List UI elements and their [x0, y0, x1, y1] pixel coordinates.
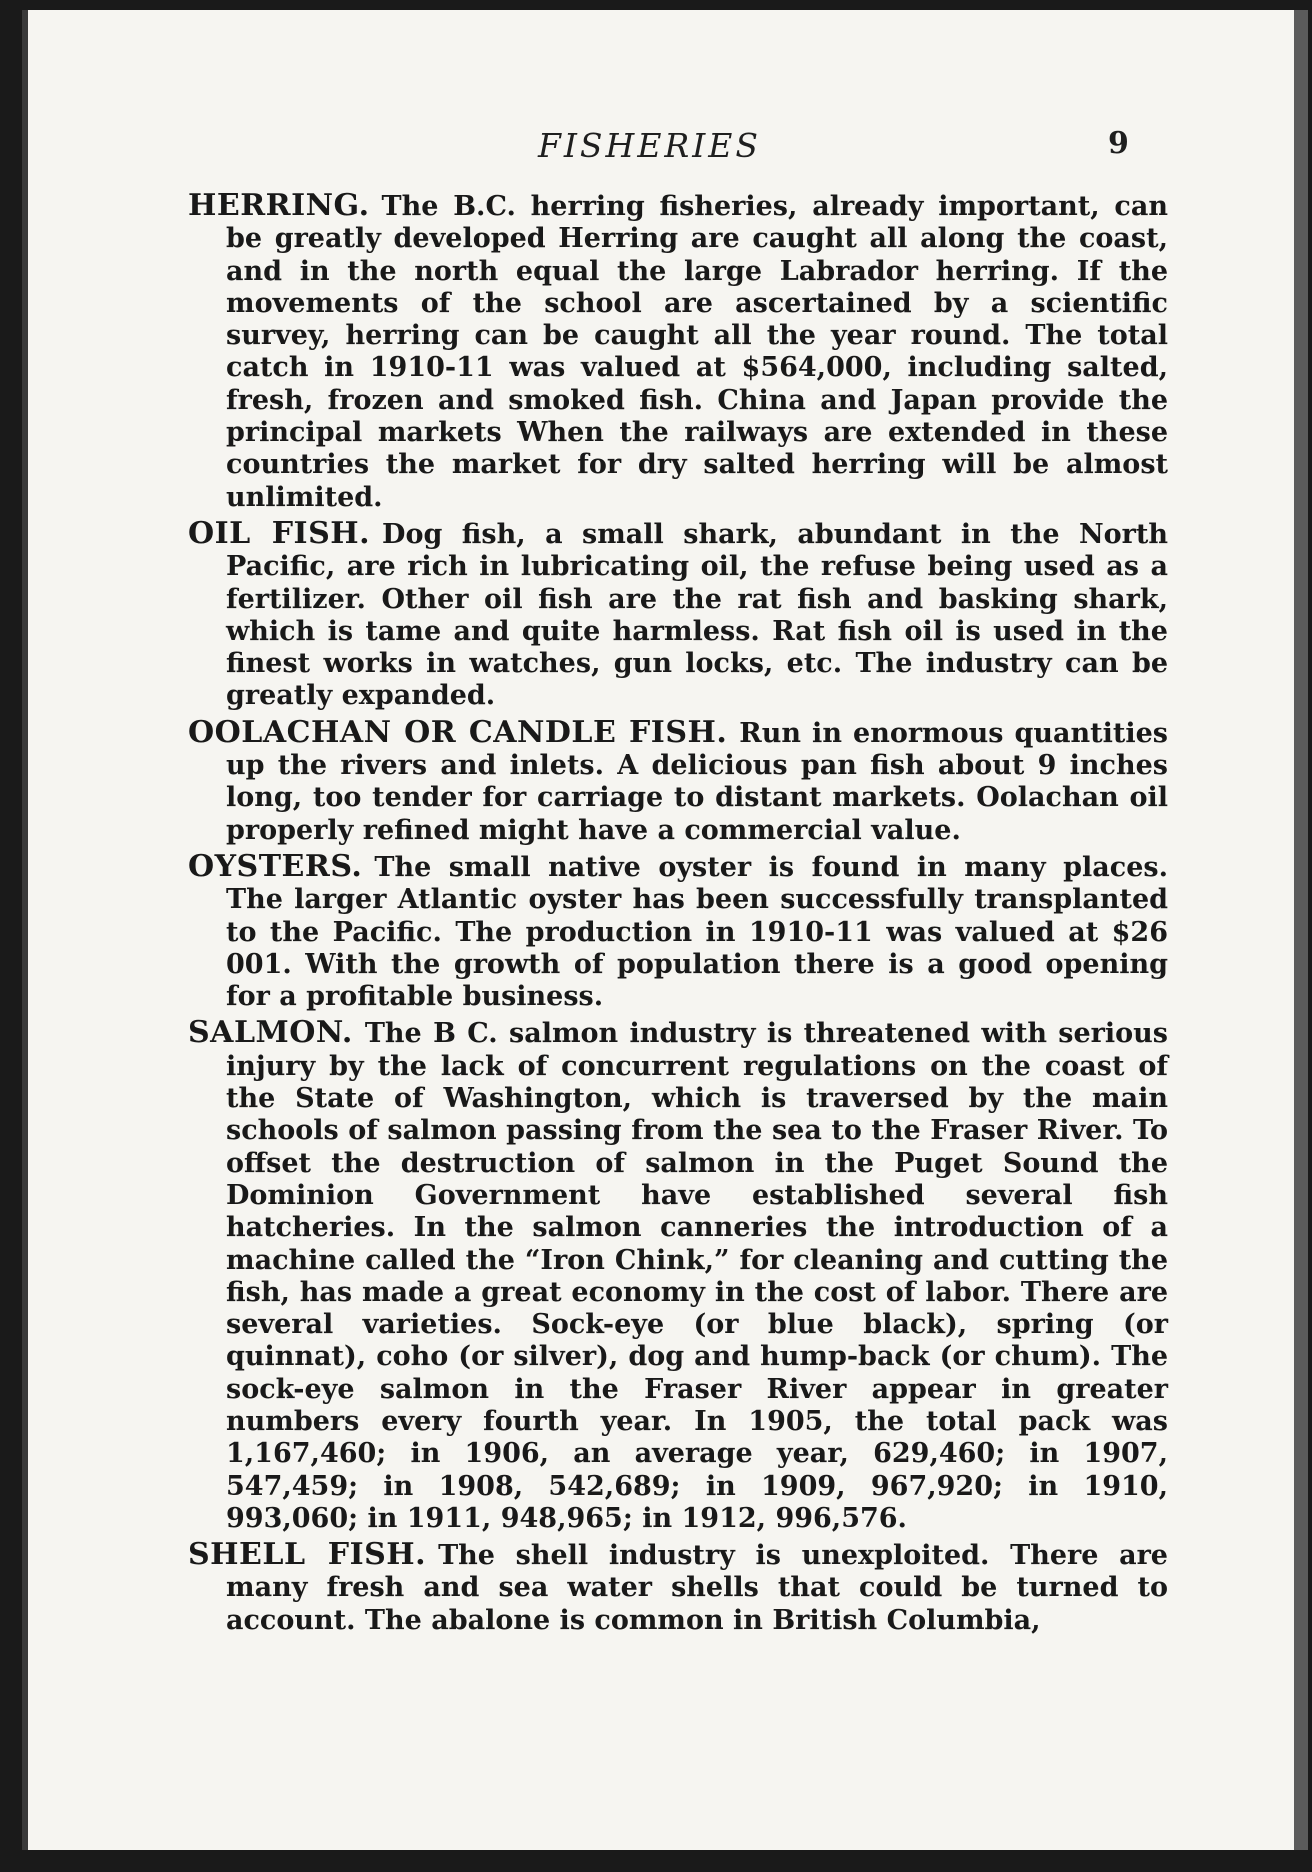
running-head: FISHERIES [538, 126, 761, 165]
entry-text: The small native oyster is found in many places. The larger Atlantic oyster has been successfully transplanted to the Pacific. The production in 1910-11 was valued at $26 001. With the growth of population there is a good opening for a profitable business. [226, 851, 1168, 1013]
entry-term: OYSTERS. [188, 848, 363, 884]
entry-shell-fish [188, 1539, 1168, 1637]
entry-salmon [188, 1017, 1168, 1535]
entry-term: SALMON. [188, 1015, 353, 1051]
entry-herring [188, 190, 1168, 514]
page-header [28, 126, 1294, 176]
book-page [22, 10, 1294, 1850]
entry-term: OIL FISH. [188, 515, 371, 551]
entry-text: The B.C. herring fisheries, already important, can be greatly developed Herring are caught all along the coast, and in the north equal the large Labrador herring. If the movements of the school are ascertained by a scientific survey, herring can be caught all the year round. The total catch in 1910-11 was valued at $564,000, including salted, fresh, frozen and smoked fish. China and Japan provide the principal markets When the railways are extended in these countries the market for dry salted herring will be almost unlimited. [226, 191, 1168, 513]
entry-text: Dog fish, a small shark, abundant in the North Pacific, are rich in lubricating oil, the refuse being used as a fertilizer. Other oil fish are the rat fish and basking shark, which is tame and quite harmless. Rat fish oil is used in the finest works in watches, gun locks, etc. The industry can be greatly expanded. [226, 518, 1168, 712]
entry-term: HERRING. [188, 188, 370, 223]
page-number: 9 [1108, 126, 1129, 161]
entry-text: Run in enormous quantities up the rivers and inlets. A delicious pan fish about 9 inches long, too tender for carriage to distant markets. Oolachan oil properly refined might have a commercial value. [226, 717, 1168, 846]
entry-oil-fish [188, 515, 1168, 713]
entry-text: The shell industry is unexploited. There are many fresh and sea water shells that could be turned to account. The abalone is common in British Columbia, [226, 1540, 1168, 1636]
entry-oolachan [188, 714, 1168, 847]
entry-term: OOLACHAN OR CANDLE FISH. [188, 714, 728, 750]
entry-oysters [188, 848, 1168, 1013]
entry-text: The B C. salmon industry is threatened with serious injury by the lack of concurrent regulations on the coast of the State of Washington, which is traversed by the main schools of salmon passing from the sea to the Fraser River. To offset the destruction of salmon in the Puget Sound the Dominion Government have established several fish hatcheries. In the salmon canneries the introduction of a machine called the “Iron Chink,” for cleaning and cutting the fish, has made a great economy in the cost of labor. There are several varieties. Sock-eye (or blue black), spring (or quinnat), coho (or silver), dog and hump-back (or chum). The sock-eye salmon in the Fraser River appear in greater numbers every fourth year. In 1905, the total pack was 1,167,460; in 1906, an average year, 629,460; in 1907, 547,459; in 1908, 542,689; in 1909, 967,920; in 1910, 993,060; in 1911, 948,965; in 1912, 996,576. [226, 1018, 1168, 1534]
entry-term: SHELL FISH. [188, 1537, 427, 1573]
page-body [188, 190, 1168, 1641]
